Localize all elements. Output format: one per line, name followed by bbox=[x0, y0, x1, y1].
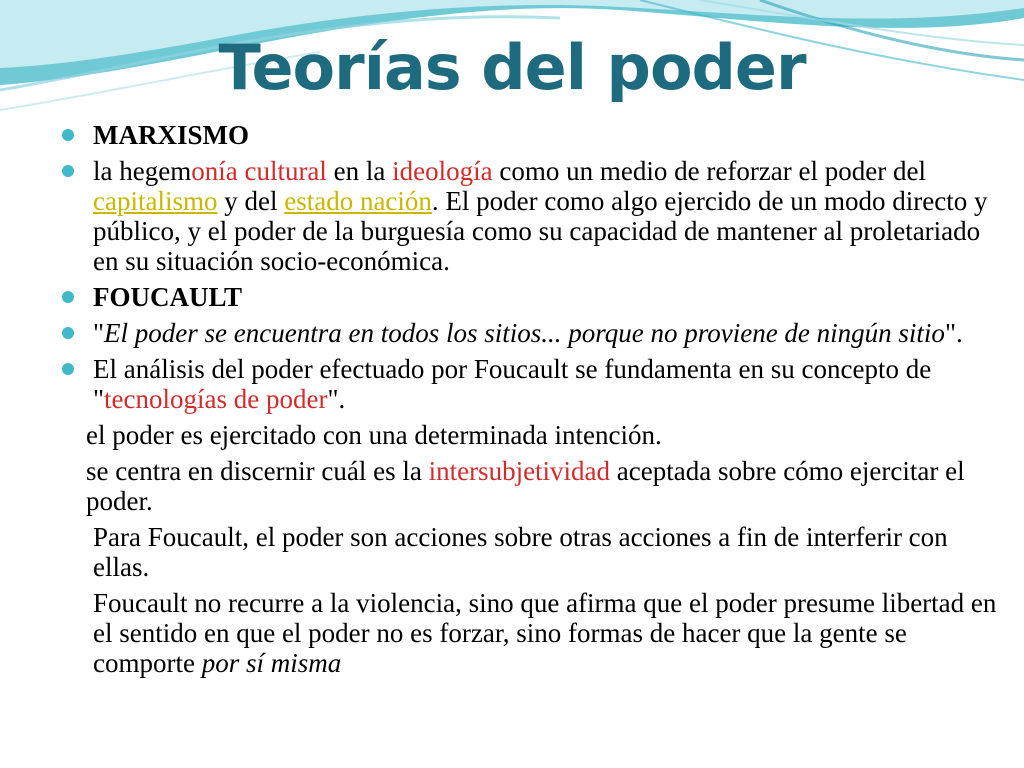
highlight-intersubjetividad: intersubjetividad bbox=[428, 456, 611, 486]
quote-close: ". bbox=[944, 318, 963, 348]
bullet-icon bbox=[62, 129, 74, 141]
text-segment: la hegem bbox=[93, 156, 192, 186]
text-segment: . El poder como algo ejercido de un modo directo y público, y el poder de la burguesía como su capacidad de mantener al proletariado en su situación socio-económica. bbox=[93, 186, 988, 276]
heading-foucault: FOUCAULT bbox=[93, 282, 243, 312]
text-segment: El análisis del poder efectuado por Foucault se fundamenta en su concepto de " bbox=[93, 354, 932, 414]
bullet-icon bbox=[62, 291, 74, 303]
bullet-icon bbox=[62, 363, 74, 375]
text-segment: se centra en discernir cuál es la bbox=[86, 456, 429, 486]
bullet-icon bbox=[62, 165, 74, 177]
text-segment: ". bbox=[327, 384, 346, 414]
paragraph-intersubjetividad bbox=[62, 456, 997, 516]
quote-open: " bbox=[93, 318, 105, 348]
bullet-item-analisis bbox=[62, 354, 997, 414]
text-acciones: Para Foucault, el poder son acciones sobre otras acciones a fin de interferir con ellas. bbox=[93, 522, 948, 582]
link-estado-nacion[interactable]: estado nación bbox=[284, 186, 432, 216]
text-segment: como un medio de reforzar el poder del bbox=[492, 156, 926, 186]
bullet-icon bbox=[62, 327, 74, 339]
italic-por-si-misma: por sí misma bbox=[201, 648, 342, 678]
bullet-item-hegemonia bbox=[62, 156, 997, 276]
highlight-tecnologias-de-poder: tecnologías de poder bbox=[104, 384, 328, 414]
paragraph-violencia bbox=[62, 588, 997, 678]
quote-text: El poder se encuentra en todos los sitios... porque no proviene de ningún sitio bbox=[104, 318, 945, 348]
slide-title: Teorías del poder bbox=[218, 31, 806, 104]
bullet-item-marxismo bbox=[62, 120, 997, 150]
text-segment: Foucault no recurre a la violencia, sino que afirma que el poder presume libertad en el sentido en que el poder no es forzar, sino formas de hacer que la gente se comporte bbox=[93, 588, 997, 678]
text-intencion: el poder es ejercitado con una determinada intención. bbox=[86, 420, 662, 450]
text-segment: y del bbox=[217, 186, 285, 216]
link-capitalismo[interactable]: capitalismo bbox=[93, 186, 218, 216]
slide-content bbox=[62, 120, 997, 684]
bullet-item-quote bbox=[62, 318, 997, 348]
highlight-hegemonia-cultural: onía cultural bbox=[191, 156, 327, 186]
paragraph-intencion bbox=[62, 420, 997, 450]
heading-marxismo: MARXISMO bbox=[93, 120, 249, 150]
text-segment: aceptada sobre cómo ejercitar el poder. bbox=[86, 456, 965, 516]
bullet-item-foucault bbox=[62, 282, 997, 312]
highlight-ideologia: ideología bbox=[392, 156, 493, 186]
text-segment: en la bbox=[326, 156, 393, 186]
paragraph-acciones bbox=[62, 522, 997, 582]
